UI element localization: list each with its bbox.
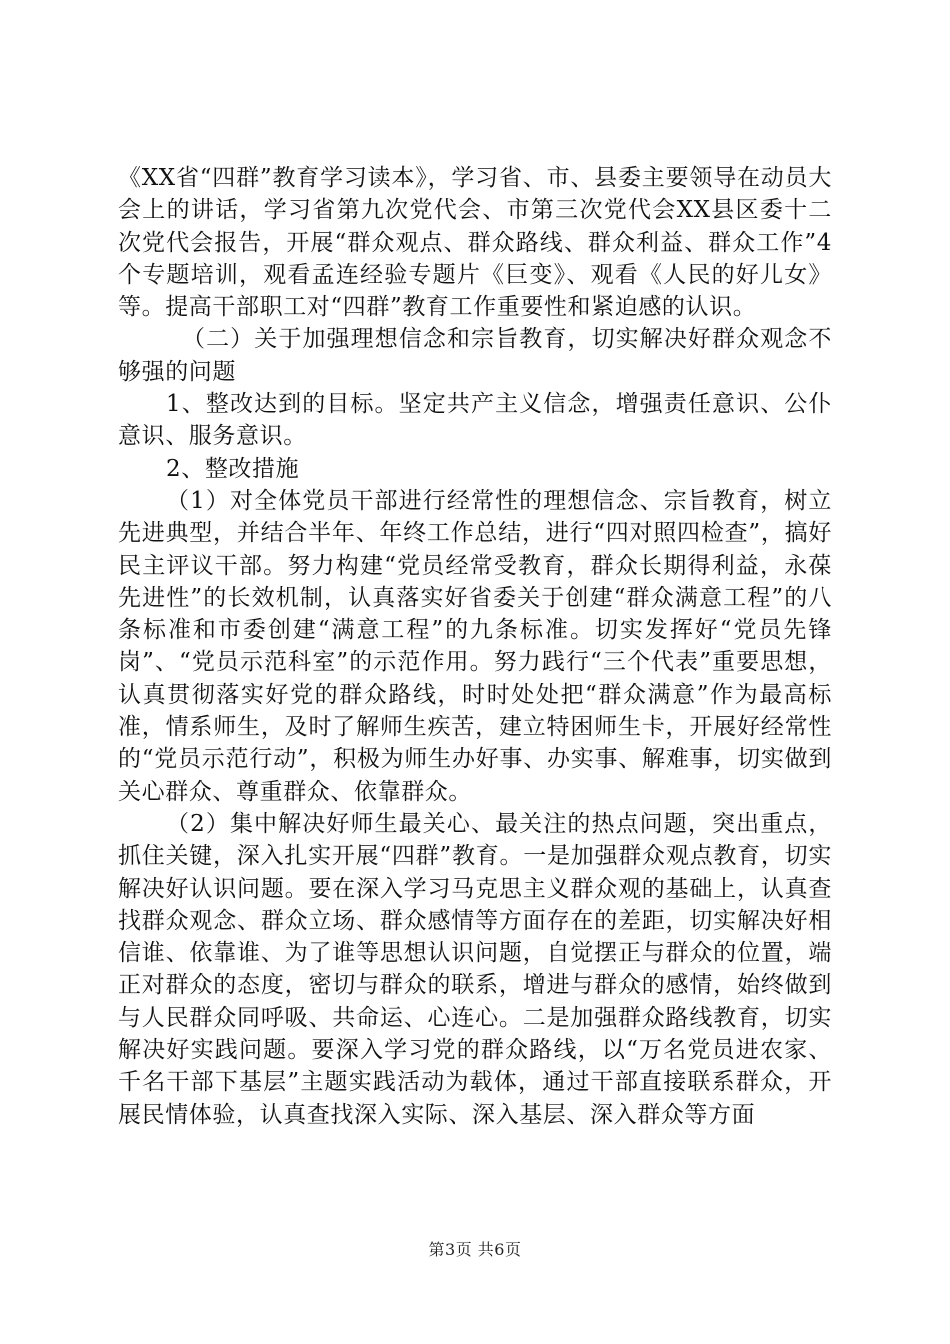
page-number-footer: 第3页 共6页 [428, 1240, 522, 1259]
paragraph-section-heading: （二）关于加强理想信念和宗旨教育，切实解决好群众观念不够强的问题 [118, 326, 832, 385]
paragraph-measures-heading: 2、整改措施 [166, 455, 300, 482]
paragraph-measure-2: （2）集中解决好师生最关心、最关注的热点问题，突出重点，抓住关键，深入扎实开展“四群”教育。一是加强群众观点教育，切实解决好认识问题。要在深入学习马克思主义群众观的基础上，认真查找群众观念、群众立场、群众感情等方面存在的差距，切实解决好相信谁、依靠谁、为了谁等思想认识问题，自觉摆正与群众的位置，端正对群众的态度，密切与群众的联系，增进与群众的感情，始终做到与人民群众同呼吸、共命运、心连心。二是加强群众路线教育，切实解决好实践问题。要深入学习党的群众路线，以“万名党员进农家、千名干部下基层”主题实践活动为载体，通过干部直接联系群众，开展民情体验，认真查找深入实际、深入基层、深入群众等方面 [118, 810, 832, 1128]
paragraph-measure-1: （1）对全体党员干部进行经常性的理想信念、宗旨教育，树立先进典型，并结合半年、年终工作总结，进行“四对照四检查”，搞好民主评议干部。努力构建“党员经常受教育，群众长期得利益，永葆先进性”的长效机制，认真落实好省委关于创建“群众满意工程”的八条标准和市委创建“满意工程”的九条标准。切实发挥好“党员先锋岗”、“党员示范科室”的示范作用。努力践行“三个代表”重要思想，认真贯彻落实好党的群众路线，时时处处把“群众满意”作为最高标准，情系师生，及时了解师生疾苦，建立特困师生卡，开展好经常性的“党员示范行动”，积极为师生办好事、办实事、解难事，切实做到关心群众、尊重群众、依靠群众。 [118, 487, 832, 805]
paragraph-goal: 1、整改达到的目标。坚定共产主义信念，增强责任意识、公仆意识、服务意识。 [118, 391, 832, 450]
document-body [118, 162, 832, 1131]
paragraph-study-materials: 《XX省“四群”教育学习读本》，学习省、市、县委主要领导在动员大会上的讲话，学习省第九次党代会、市第三次党代会XX县区委十二次党代会报告，开展“群众观点、群众路线、群众利益、群众工作”4个专题培训，观看孟连经验专题片《巨变》、观看《人民的好儿女》等。提高干部职工对“四群”教育工作重要性和紧迫感的认识。 [118, 165, 832, 321]
